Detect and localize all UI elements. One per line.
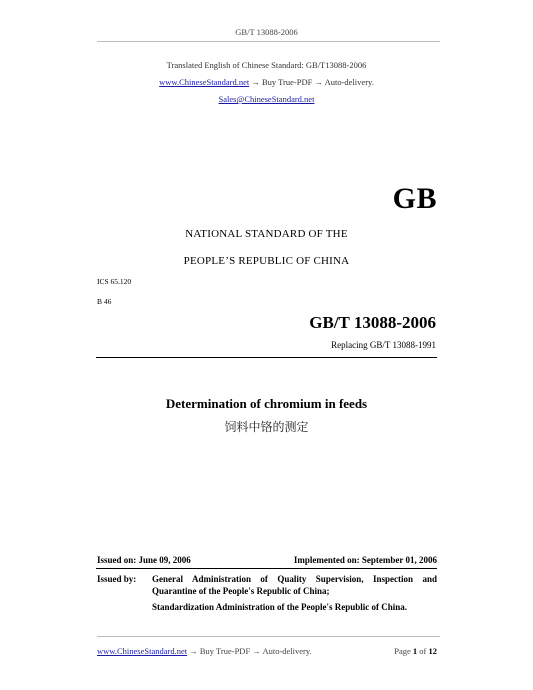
ccs-code: B 46 [97,297,112,306]
page-number: 1 [412,646,418,656]
footer-divider [97,636,440,637]
document-title-chinese: 饲料中铬的测定 [224,420,309,434]
purchase-text: → Buy True-PDF → Auto-delivery. [251,77,374,87]
website-link[interactable]: www.ChineseStandard.net [159,77,250,87]
footer-purchase [97,646,312,656]
document-title: Determination of chromium in feeds [165,396,368,411]
email-link[interactable]: Sales@ChineseStandard.net [218,94,315,104]
national-standard-line1: NATIONAL STANDARD OF THE [185,228,348,240]
translation-notice: Translated English of Chinese Standard: GB/T13088-2006 [166,60,367,70]
page-indicator [394,646,437,656]
standard-number-rule [96,357,437,358]
gb-mark: GB [392,182,437,215]
dates-rule [96,568,437,569]
running-header: GB/T 13088-2006 [235,27,298,37]
replacing-note: Replacing GB/T 13088-1991 [331,340,436,350]
national-standard-line2: PEOPLE’S REPUBLIC OF CHINA [183,255,350,267]
of-word: of [419,646,427,656]
page-total: 12 [428,646,437,656]
footer-website-link[interactable]: www.ChineseStandard.net [97,646,188,656]
issuer-1: General Administration of Quality Supervision, Inspection and Quarantine of the People's Republic of China; [152,574,437,596]
footer-purchase-text: → Buy True-PDF → Auto-delivery. [187,646,312,656]
ics-code: ICS 65.120 [97,277,132,286]
issued-by-label: Issued by: [97,574,137,584]
header-divider [97,41,440,42]
email-line [0,94,533,104]
purchase-line [0,77,533,87]
page-word: Page [394,646,411,656]
issuer-2: Standardization Administration of the People's Republic of China. [152,602,408,612]
standard-number: GB/T 13088-2006 [309,313,436,332]
implemented-on: Implemented on: September 01, 2006 [293,555,437,565]
issued-on: Issued on: June 09, 2006 [97,555,191,565]
